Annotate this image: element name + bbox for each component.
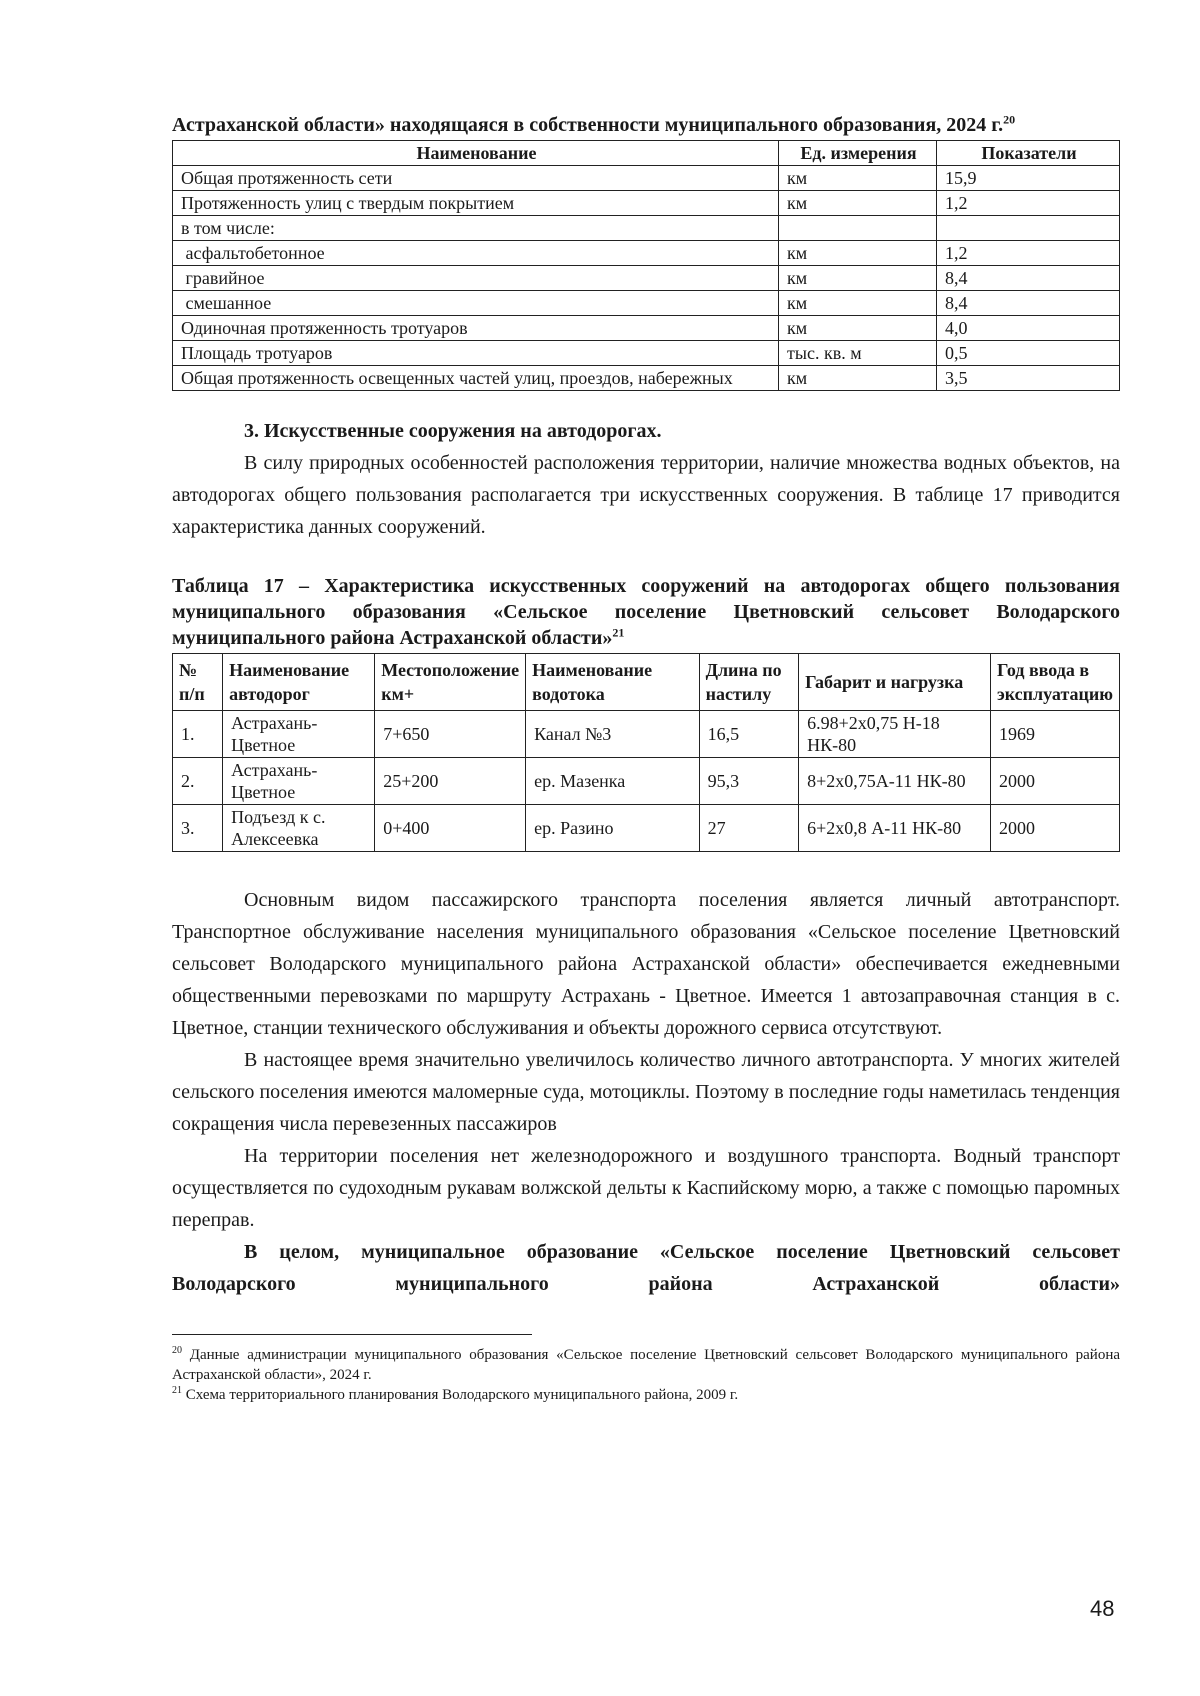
table-cell: Одиночная протяженность тротуаров bbox=[173, 316, 779, 341]
table-cell: км bbox=[779, 266, 937, 291]
table-cell: км bbox=[779, 166, 937, 191]
table-cell: 8,4 bbox=[937, 266, 1120, 291]
col-header-value: Показатели bbox=[937, 141, 1120, 166]
table-cell: 1. bbox=[173, 711, 223, 758]
table-row bbox=[173, 291, 1120, 316]
table-cell: 0+400 bbox=[375, 805, 526, 852]
table16-caption: Астраханской области» находящаяся в собственности муниципального образования, 2024 г.$^{20}$ bbox=[172, 112, 1016, 136]
table-row bbox=[173, 711, 1120, 758]
table-cell: 6+2х0,8 А-11 НК-80 bbox=[799, 805, 991, 852]
table-cell: ер. Разино bbox=[526, 805, 699, 852]
paragraph: В настоящее время значительно увеличилось количество личного автотранспорта. У многих жителей сельского поселения имеются маломерные суда, мотоциклы. Поэтому в последние годы наметилась тенденция сокращения числа перевезенных пассажиров bbox=[172, 1049, 1120, 1135]
table-cell: 2000 bbox=[990, 805, 1119, 852]
section-paragraph: В силу природных особенностей расположения территории, наличие множества водных объектов, на автодорогах общего пользования располагается три искусственных сооружения. В таблице 17 приводится характеристика данных сооружений. bbox=[172, 452, 1120, 538]
footnote-21 bbox=[172, 1385, 1120, 1405]
footnote-ref-20: 20 bbox=[1003, 112, 1016, 127]
page-number: 48 bbox=[1090, 1596, 1115, 1621]
table-cell: 27 bbox=[699, 805, 799, 852]
table-row bbox=[173, 366, 1120, 391]
document-page bbox=[172, 112, 1120, 1405]
table-cell: 1969 bbox=[990, 711, 1119, 758]
table-row bbox=[173, 191, 1120, 216]
table-cell: км bbox=[779, 291, 937, 316]
table-cell: 15,9 bbox=[937, 166, 1120, 191]
table-row bbox=[173, 241, 1120, 266]
col-header-year: Год ввода в эксплуатацию bbox=[990, 654, 1119, 711]
paragraph: Основным видом пассажирского транспорта поселения является личный автотранспорт. Транспортное обслуживание населения муниципального образования «Сельское поселение Цветновский сельсовет Володарского муниципального района Астраханской области» обеспечивается ежедневными общественными перевозками по маршруту Астрахань - Цветное. Имеется 1 автозаправочная станция в с. Цветное, станции технического обслуживания и объекты дорожного сервиса отсутствуют. bbox=[172, 889, 1120, 1039]
table-cell: ер. Мазенка bbox=[526, 758, 699, 805]
table-header-row bbox=[173, 141, 1120, 166]
conclusion-paragraph: В целом, муниципальное образование «Сельское поселение Цветновский сельсовет Володарского муниципального района Астраханской области» bbox=[172, 1241, 1120, 1295]
table-cell: 95,3 bbox=[699, 758, 799, 805]
table-cell: 1,2 bbox=[937, 191, 1120, 216]
table-cell: 25+200 bbox=[375, 758, 526, 805]
table-cell: в том числе: bbox=[173, 216, 779, 241]
table-cell: Общая протяженность сети bbox=[173, 166, 779, 191]
table-cell: 0,5 bbox=[937, 341, 1120, 366]
table17-caption: Таблица 17 – Характеристика искусственных сооружений на автодорогах общего пользования муниципального образования «Сельское поселение Цветновский сельсовет Володарского муниципального района Астраханской области»$^{21}$ bbox=[172, 575, 1120, 649]
table-row bbox=[173, 805, 1120, 852]
table-cell: 1,2 bbox=[937, 241, 1120, 266]
table-row bbox=[173, 216, 1120, 241]
col-header-size-load: Габарит и нагрузка bbox=[799, 654, 991, 711]
footnote-divider bbox=[172, 1334, 532, 1335]
table-cell: Канал №3 bbox=[526, 711, 699, 758]
table-cell: 3,5 bbox=[937, 366, 1120, 391]
footnote-number: 20 bbox=[172, 1345, 182, 1356]
col-header-road: Наименование автодорог bbox=[223, 654, 375, 711]
table-header-row bbox=[173, 654, 1120, 711]
table-cell bbox=[779, 216, 937, 241]
table-cell: 2000 bbox=[990, 758, 1119, 805]
table-cell: Протяженность улиц с твердым покрытием bbox=[173, 191, 779, 216]
table-row bbox=[173, 316, 1120, 341]
table-row bbox=[173, 758, 1120, 805]
table-cell: асфальтобетонное bbox=[173, 241, 779, 266]
table-row bbox=[173, 166, 1120, 191]
footnote-20 bbox=[172, 1345, 1120, 1385]
footnote-number: 21 bbox=[172, 1385, 182, 1396]
table-row bbox=[173, 266, 1120, 291]
road-network-table bbox=[172, 140, 1120, 391]
table-cell: 3. bbox=[173, 805, 223, 852]
table-cell: гравийное bbox=[173, 266, 779, 291]
footnote-ref-21: 21 bbox=[612, 625, 625, 640]
table-cell bbox=[937, 216, 1120, 241]
col-header-location: Местоположение км+ bbox=[375, 654, 526, 711]
table-cell: км bbox=[779, 191, 937, 216]
structures-table bbox=[172, 653, 1120, 852]
col-header-number: № п/п bbox=[173, 654, 223, 711]
col-header-length: Длина по настилу bbox=[699, 654, 799, 711]
table-cell: км bbox=[779, 241, 937, 266]
footnote-text: Данные администрации муниципального образования «Сельское поселение Цветновский сельсовет Володарского муниципального района Астраханской области», 2024 г. bbox=[172, 1347, 1120, 1383]
body-text bbox=[172, 884, 1120, 1300]
table-row bbox=[173, 341, 1120, 366]
col-header-waterway: Наименование водотока bbox=[526, 654, 699, 711]
table-cell: 2. bbox=[173, 758, 223, 805]
paragraph: На территории поселения нет железнодорожного и воздушного транспорта. Водный транспорт осуществляется по судоходным рукавам волжской дельты к Каспийскому морю, а также с помощью паромных переправ. bbox=[172, 1145, 1120, 1231]
table-cell: 7+650 bbox=[375, 711, 526, 758]
table-cell: Площадь тротуаров bbox=[173, 341, 779, 366]
table-cell: км bbox=[779, 316, 937, 341]
section-heading: 3. Искусственные сооружения на автодорогах. bbox=[244, 420, 662, 442]
table-cell: км bbox=[779, 366, 937, 391]
table-cell: 6.98+2х0,75 Н-18 НК-80 bbox=[799, 711, 991, 758]
table-cell: 8,4 bbox=[937, 291, 1120, 316]
col-header-name: Наименование bbox=[173, 141, 779, 166]
table-cell: Астрахань-Цветное bbox=[223, 711, 375, 758]
footnote-text: Схема территориального планирования Володарского муниципального района, 2009 г. bbox=[185, 1387, 739, 1403]
table-cell: Общая протяженность освещенных частей улиц, проездов, набережных bbox=[173, 366, 779, 391]
table-cell: смешанное bbox=[173, 291, 779, 316]
table-cell: Астрахань-Цветное bbox=[223, 758, 375, 805]
table-cell: 8+2х0,75А-11 НК-80 bbox=[799, 758, 991, 805]
col-header-unit: Ед. измерения bbox=[779, 141, 937, 166]
table-cell: 16,5 bbox=[699, 711, 799, 758]
table-cell: Подъезд к с. Алексеевка bbox=[223, 805, 375, 852]
table-cell: тыс. кв. м bbox=[779, 341, 937, 366]
table-cell: 4,0 bbox=[937, 316, 1120, 341]
